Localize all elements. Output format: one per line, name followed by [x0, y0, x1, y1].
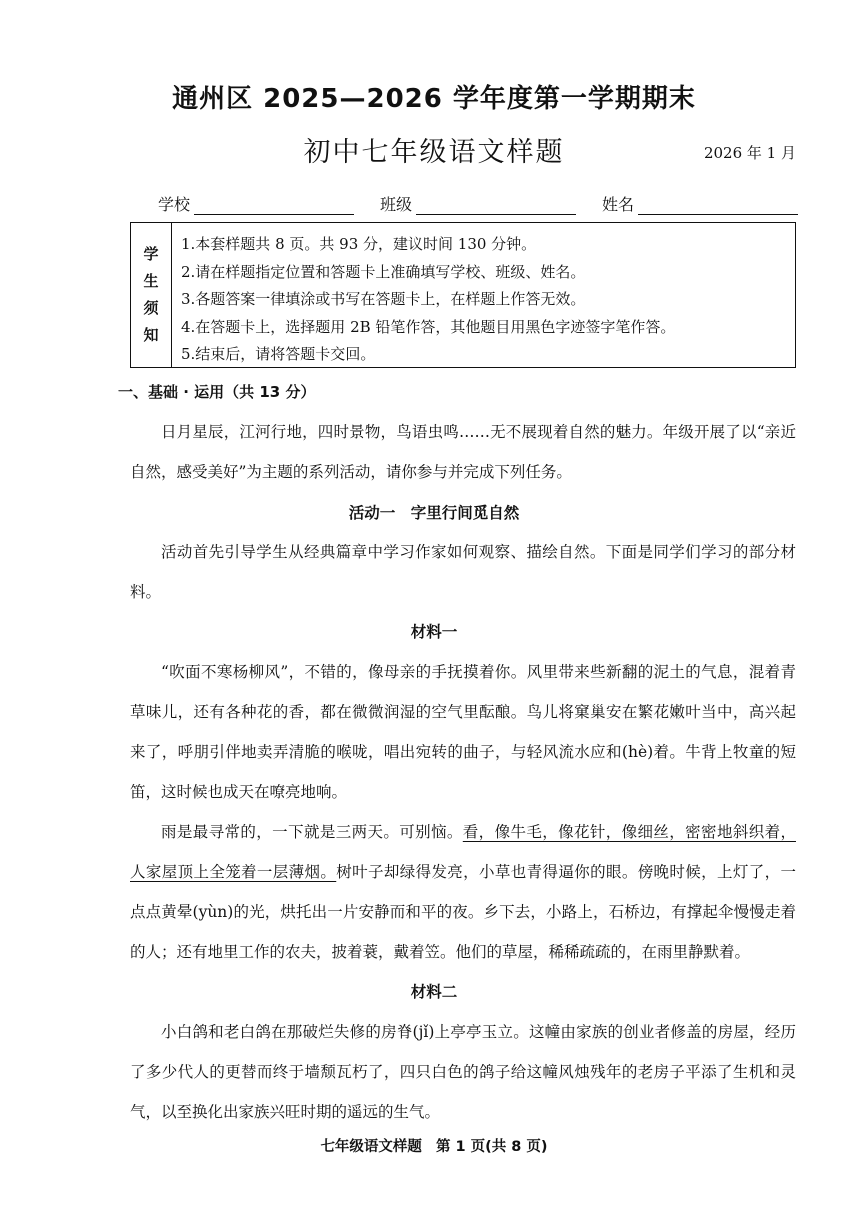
- material-two-paragraph: 小白鸽和老白鸽在那破烂失修的房脊(jǐ)上亭亭玉立。这幢由家族的创业者修盖的房屋，经历了多少代人的更替而终于墙颓瓦朽了，四只白色的鸽子给这幢风烛残年的老房子平添了生机和灵气，以至换化出家族兴旺时期的遥远的生气。: [130, 1023, 796, 1121]
- intro-paragraph: 日月星辰，江河行地，四时景物，鸟语虫鸣……无不展现着自然的魅力。年级开展了以“亲近自然，感受美好”为主题的系列活动，请你参与并完成下列任务。: [130, 423, 796, 481]
- notice-item: 3.各题答案一律填涂或书写在答题卡上，在样题上作答无效。: [181, 290, 586, 309]
- section-heading: 一、基础 · 运用（共 13 分）: [118, 383, 316, 401]
- activity-intro-paragraph: 活动首先引导学生从经典篇章中学习作家如何观察、描绘自然。下面是同学们学习的部分材料。: [130, 543, 796, 601]
- material-one-paragraph-1: “吹面不寒杨柳风”，不错的，像母亲的手抚摸着你。风里带来些新翻的泥土的气息，混着青草味儿，还有各种花的香，都在微微润湿的空气里酝酿。鸟儿将窠巢安在繁花嫩叶当中，高兴起来了，呼朋引伴地卖弄清脆的喉咙，唱出宛转的曲子，与轻风流水应和(hè)着。牛背上牧童的短笛，这时候也成天在嘹亮地响。: [130, 663, 796, 801]
- student-notice-box: [130, 222, 796, 368]
- notice-label-char: 学: [143, 245, 159, 263]
- notice-label: [131, 223, 172, 367]
- exam-date: 2026 年 1 月: [703, 144, 796, 162]
- paragraph-text: 树叶子却绿得发亮，小草也青得逼你的眼。傍晚时候，上灯了，一点点黄晕(yùn)的光，烘托出一片安静而和平的夜。乡下去，小路上，石桥边，有撑起伞慢慢走着的人；还有地里工作的农夫，披着蓑，戴着笠。他们的草屋，稀稀疏疏的，在雨里静默着。: [130, 863, 796, 961]
- exam-subtitle: 初中七年级语文样题: [303, 137, 565, 168]
- class-field[interactable]: [416, 196, 576, 215]
- notice-item: 4.在答题卡上，选择题用 2B 铅笔作答，其他题目用黑色字迹签字笔作答。: [181, 317, 676, 336]
- school-field[interactable]: [194, 196, 354, 215]
- material-two-heading: 材料二: [410, 983, 458, 1001]
- school-label: 学校: [158, 195, 191, 214]
- footer-page-number: 第 1 页(共 8 页): [435, 1139, 548, 1155]
- notice-label-char: 须: [143, 299, 159, 317]
- notice-items: [172, 223, 675, 367]
- paragraph-text: 雨是最寻常的，一下就是三两天。可别恼。: [161, 823, 463, 841]
- student-info-fields: [158, 192, 798, 215]
- notice-label-char: 生: [143, 272, 159, 290]
- notice-item: 1.本套样题共 8 页。共 93 分，建议时间 130 分钟。: [181, 235, 537, 253]
- material-one-paragraph-2: [130, 812, 796, 972]
- name-field[interactable]: [638, 196, 798, 215]
- underlined-sentence: 看，像牛毛，像花针，像细丝，密密地斜织着，人家屋顶上全笼着一层薄烟。: [130, 823, 796, 881]
- notice-label-char: 知: [143, 326, 159, 344]
- exam-title: 通州区 2025—2026 学年度第一学期期末: [172, 84, 696, 114]
- name-label: 姓名: [602, 195, 635, 214]
- material-one-heading: 材料一: [410, 623, 458, 641]
- class-label: 班级: [380, 195, 413, 214]
- activity-heading: 活动一 字里行间觅自然: [348, 504, 520, 522]
- footer-doc-title: 七年级语文样题: [320, 1139, 422, 1155]
- page-footer: [0, 1135, 868, 1156]
- notice-item: 5.结束后，请将答题卡交回。: [181, 345, 376, 364]
- notice-item: 2.请在样题指定位置和答题卡上准确填写学校、班级、姓名。: [181, 262, 586, 281]
